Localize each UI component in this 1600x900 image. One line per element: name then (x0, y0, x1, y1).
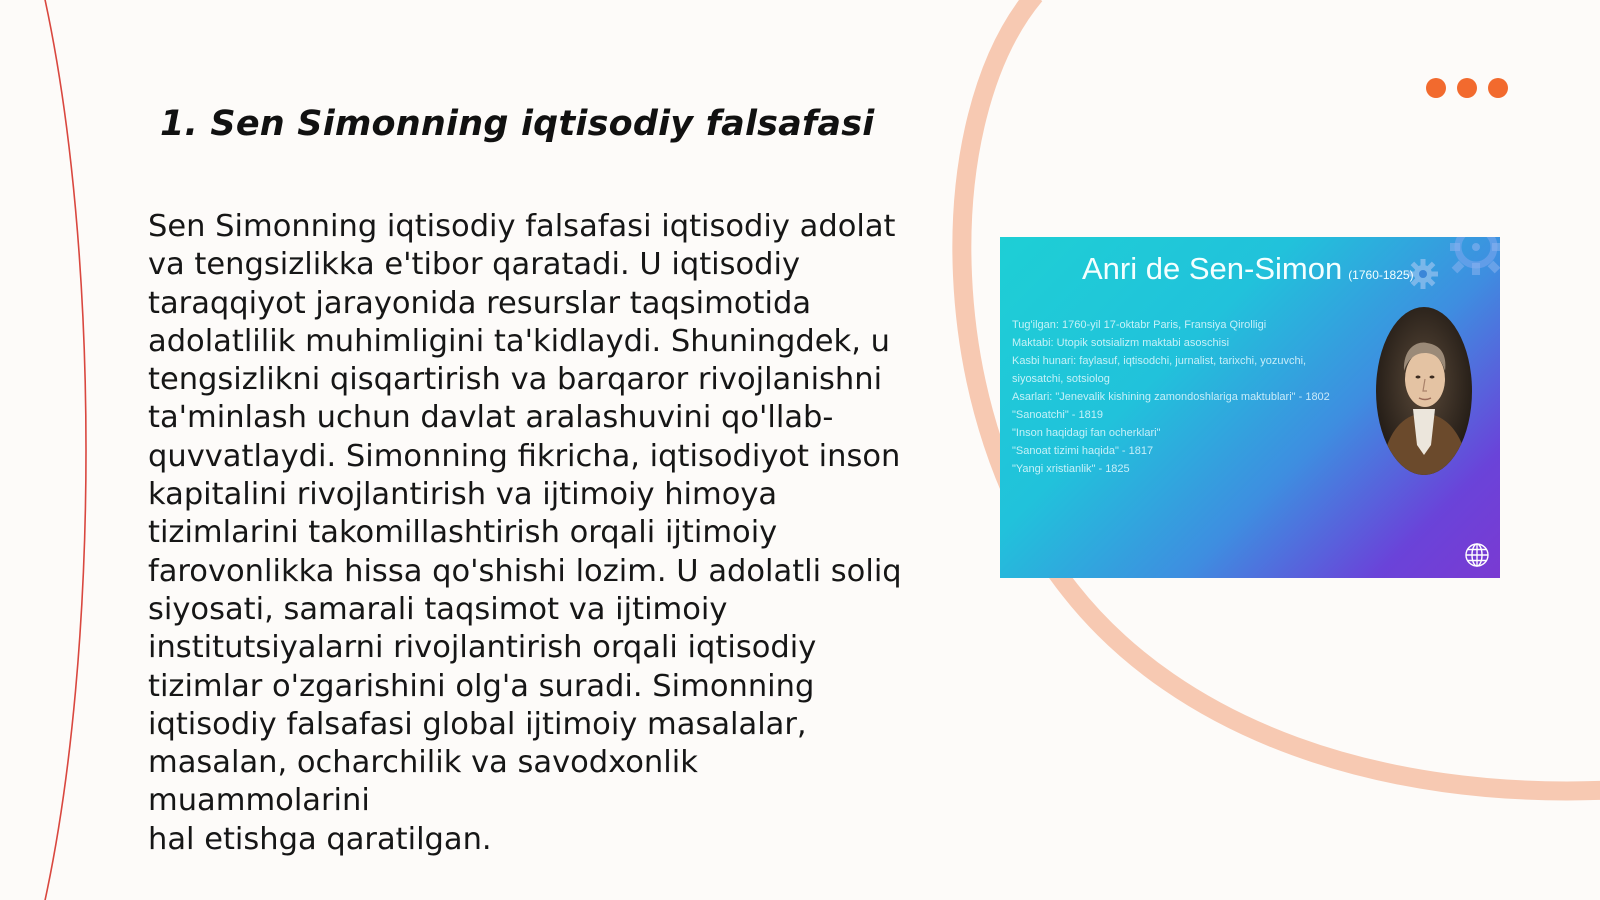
image-text-line: siyosatchi, sotsiolog (1012, 373, 1110, 385)
menu-dots (1426, 78, 1508, 98)
image-text-line: Kasbi hunari: faylasuf, iqtisodchi, jurnalist, tarixchi, yozuvchi, (1012, 355, 1307, 367)
image-text-line: Tug'ilgan: 1760-yil 17-oktabr Paris, Fransiya Qirolligi (1012, 319, 1267, 331)
dot (1488, 78, 1508, 98)
decorative-left-line (44, 0, 86, 900)
portrait-slide-image (1000, 237, 1500, 578)
image-text-line: "Sanoatchi" - 1819 (1012, 409, 1103, 421)
image-text-line: "Sanoat tizimi haqida" - 1817 (1012, 445, 1154, 457)
dot (1457, 78, 1477, 98)
image-text-line: Maktabi: Utopik sotsializm maktabi asoschisi (1012, 337, 1230, 349)
image-text-line: "Yangi xristianlik" - 1825 (1012, 463, 1130, 475)
image-heading-name: Anri de Sen-Simon (1082, 251, 1343, 286)
image-text-line: "Inson haqidagi fan ocherklari" (1012, 427, 1161, 439)
portrait (1375, 305, 1473, 477)
image-heading (1082, 251, 1414, 287)
image-text-lines (1012, 316, 1357, 478)
slide-title: 1. Sen Simonning iqtisodiy falsafasi (160, 104, 875, 144)
image-text-line: Asarlari: "Jenevalik kishining zamondoshlariga maktublari" - 1802 (1012, 391, 1330, 403)
dot (1426, 78, 1446, 98)
image-heading-years: (1760-1825) (1348, 268, 1414, 282)
slide-body-text: Sen Simonning iqtisodiy falsafasi iqtisodiy adolat va tengsizlikka e'tibor qaratadi. U iqtisodiy taraqqiyot jarayonida resurslar taqsimotida adolatlilik muhimligini ta'kidlaydi. Shuningdek, u tengsizlikni qisqartirish va barqaror rivojlanishni ta'minlash uchun davlat aralashuvini qo'llab- quvvatlaydi. Simonning fikricha, iqtisodiyot inson kapitalini rivojlantirish va ijtimoiy himoya tizimlarini takomillashtirish orqali ijtimoiy farovonlikka hissa qo'shishi lozim. U adolatli soliq siyosati, samarali taqsimot va ijtimoiy institutsiyalarni rivojlantirish orqali iqtisodiy tizimlar o'zgarishini olg'a suradi. Simonning iqtisodiy falsafasi global ijtimoiy masalalar, masalan, ocharchilik va savodxonlik muammolarini hal etishga qaratilgan. (148, 209, 902, 857)
globe-icon (1464, 542, 1490, 568)
